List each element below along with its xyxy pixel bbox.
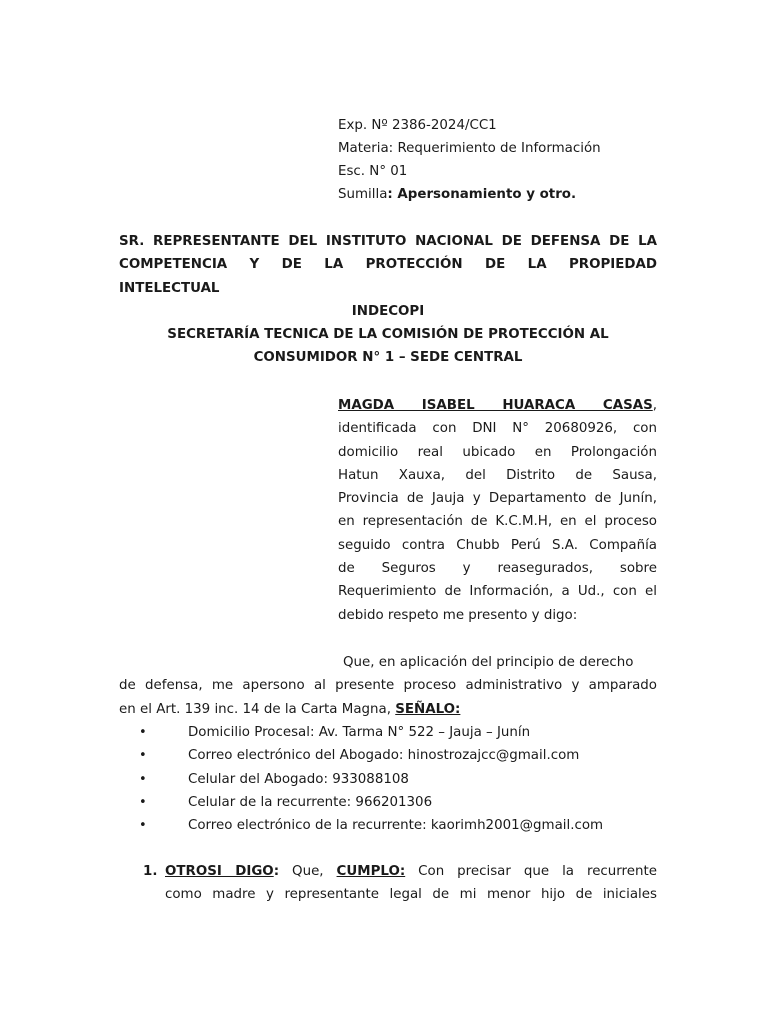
list-item-text: Correo electrónico de la recurrente: kaorimh2001@gmail.com (188, 818, 604, 834)
addressee-line-1: SR. REPRESENTANTE DEL INSTITUTO NACIONAL DE DEFENSA DE LA (119, 234, 657, 249)
bullet-icon: • (139, 771, 147, 787)
intro-line: domicilio real ubicado en Prolongación (338, 444, 657, 460)
list-item (119, 814, 657, 837)
addressee-line-6: CONSUMIDOR N° 1 – SEDE CENTRAL (253, 350, 523, 366)
materia: Materia: Requerimiento de Información (338, 141, 601, 156)
list-item-text: Domicilio Procesal: Av. Tarma N° 522 – Jauja – Junín (188, 725, 531, 740)
otrosi-colon: : (273, 864, 280, 879)
intro-paragraph (338, 394, 657, 627)
list-item-text: Celular de la recurrente: 966201306 (188, 794, 433, 810)
list-item-text: Celular del Abogado: 933088108 (188, 771, 409, 787)
list-item (119, 791, 657, 814)
intro-line: debido respeto me presento y digo: (338, 607, 578, 623)
addressee-line-3: INTELECTUAL (119, 280, 220, 296)
expediente-number: Exp. Nº 2386-2024/CC1 (338, 118, 497, 133)
otrosi-section (143, 860, 657, 907)
addressee-line-4: INDECOPI (351, 303, 425, 319)
bullet-icon: • (139, 725, 147, 740)
addressee-line-2: COMPETENCIA Y DE LA PROTECCIÓN DE LA PROPIEDAD (119, 257, 657, 273)
list-item (119, 768, 657, 791)
addressee-line-5: SECRETARÍA TECNICA DE LA COMISIÓN DE PROTECCIÓN AL (167, 327, 609, 343)
otrosi-line-2: como madre y representante legal de mi menor hijo de iniciales (165, 887, 657, 903)
sumilla-value: : Apersonamiento y otro. (387, 187, 577, 202)
intro-line: Requerimiento de Información, a Ud., con el (338, 584, 657, 600)
bullet-icon: • (139, 818, 147, 834)
list-item (119, 744, 657, 767)
body-paragraph (119, 651, 657, 721)
body-line-3-text: en el Art. 139 inc. 14 de la Carta Magna, (119, 701, 396, 717)
escrito-number: Esc. N° 01 (338, 164, 408, 179)
body-line-3 (119, 698, 657, 721)
bullet-icon: • (139, 748, 147, 764)
otrosi-number: 1. (143, 864, 158, 879)
intro-line: Provincia de Jauja y Departamento de Junín, (338, 491, 657, 507)
list-item-text: Correo electrónico del Abogado: hinostrozajcc@gmail.com (188, 748, 580, 764)
cumplo-label: CUMPLO: (336, 864, 406, 879)
otrosi-que: Que, (279, 864, 337, 879)
sumilla (338, 183, 668, 206)
contact-list (119, 721, 657, 837)
case-header (338, 114, 668, 206)
otrosi-line-1 (143, 860, 657, 883)
addressee-block (119, 230, 657, 370)
intro-line: Hatun Xauxa, del Distrito de Sausa, (338, 467, 657, 483)
sumilla-label: Sumilla (338, 187, 388, 202)
intro-line: identificada con DNI N° 20680926, con (338, 421, 657, 437)
otrosi-text: Con precisar que la recurrente (405, 864, 657, 879)
intro-name-line (338, 394, 657, 417)
body-line-2: de defensa, me apersono al presente proceso administrativo y amparado (119, 678, 657, 694)
name-comma: , (652, 398, 657, 413)
otrosi-label: OTROSI DIGO (165, 864, 274, 879)
intro-line: en representación de K.C.M.H, en el proceso (338, 514, 657, 530)
petitioner-name: MAGDA ISABEL HUARACA CASAS (338, 398, 653, 413)
body-line-1: Que, en aplicación del principio de derecho (343, 655, 634, 670)
bullet-icon: • (139, 794, 147, 810)
intro-line: de Seguros y reasegurados, sobre (338, 561, 657, 577)
senalo-label: SEÑALO: (395, 701, 461, 717)
list-item (119, 721, 657, 744)
intro-line: seguido contra Chubb Perú S.A. Compañía (338, 537, 657, 553)
